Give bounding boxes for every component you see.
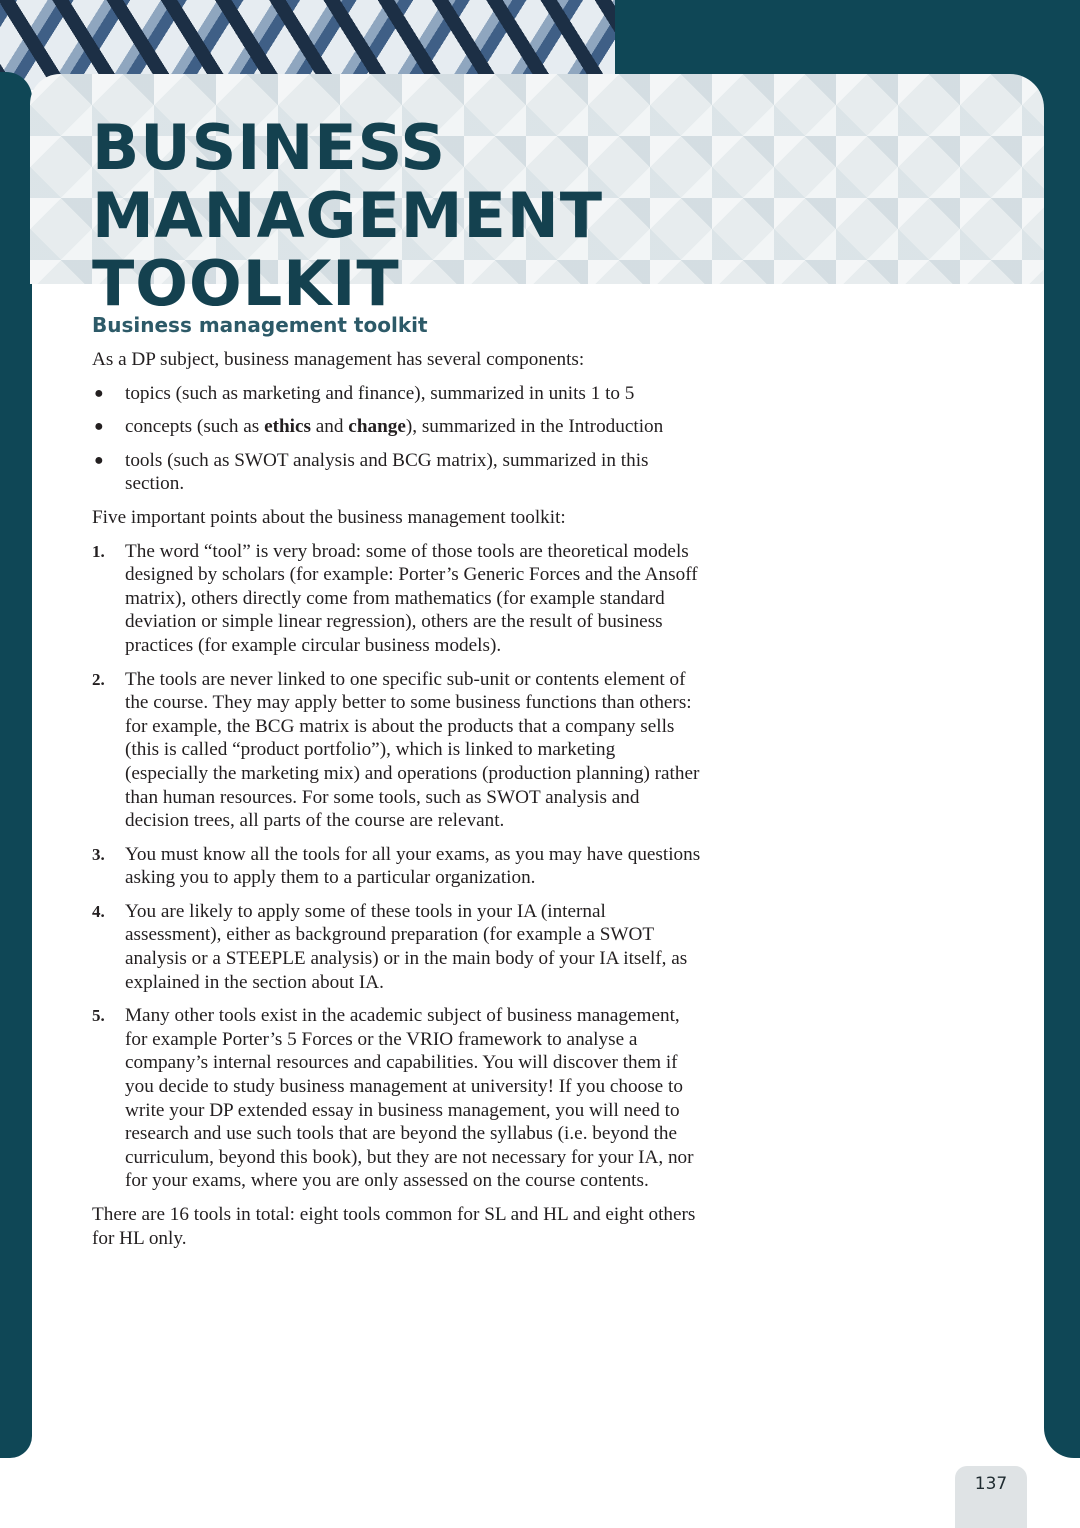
- right-border: [1044, 82, 1080, 1458]
- point-text: The tools are never linked to one specific sub-unit or contents element of the course. They may apply better to some business functions than others: for example, the BCG matrix is about the products that a company sells (this is called “product portfolio”), which is linked to marketing (especially the marketing mix) and operations (production planning) rather than human resources. For some tools, such as SWOT analysis and decision trees, all parts of the course are relevant.: [125, 668, 700, 832]
- point-number: 4.: [92, 901, 105, 921]
- main-content: [92, 312, 702, 1260]
- page-title-line1: BUSINESS MANAGEMENT: [92, 111, 604, 252]
- point-text: You must know all the tools for all your exams, as you may have questions asking you to apply them to a particular organization.: [125, 843, 701, 889]
- list-item: [92, 900, 702, 994]
- page-number-tab: [955, 1466, 1027, 1528]
- page-title-line2: TOOLKIT: [92, 247, 400, 320]
- left-border: [0, 72, 32, 1458]
- concept-change: change: [348, 416, 406, 438]
- list-item: [92, 540, 702, 658]
- list-item: [92, 415, 702, 439]
- component-text-middle: and: [310, 416, 349, 438]
- points-list: [92, 540, 702, 1193]
- list-item: [92, 1004, 702, 1193]
- section-heading: Business management toolkit: [92, 313, 428, 337]
- bullet-icon: ●: [94, 418, 104, 436]
- page-number: 137: [974, 1474, 1008, 1494]
- page-title: [92, 111, 952, 320]
- list-item: [92, 382, 702, 406]
- bullet-icon: ●: [94, 384, 104, 402]
- component-text-before: concepts (such as: [125, 416, 265, 438]
- bullet-icon: ●: [94, 451, 104, 469]
- list-item: [92, 843, 702, 890]
- list-item: [92, 449, 702, 496]
- intro-paragraph: As a DP subject, business management has several components:: [92, 349, 585, 370]
- point-text: The word “tool” is very broad: some of those tools are theoretical models designed by scholars (for example: Porter’s Generic Forces and the Ansoff matrix), others directly come from mathematics (for example standard deviation or simple linear regression), others are the result of business practices (for example circular business models).: [125, 540, 698, 656]
- point-number: 5.: [92, 1006, 105, 1026]
- point-text: You are likely to apply some of these tools in your IA (internal assessment), either as background preparation (for example a SWOT analysis or a STEEPLE analysis) or in the main body of your IA itself, as explained in the section about IA.: [125, 900, 688, 993]
- point-number: 3.: [92, 844, 105, 864]
- concept-ethics: ethics: [264, 416, 311, 438]
- component-text: tools (such as SWOT analysis and BCG matrix), summarized in this section.: [125, 449, 649, 495]
- component-text: topics (such as marketing and finance), summarized in units 1 to 5: [125, 382, 635, 404]
- component-text-after: ), summarized in the Introduction: [405, 416, 664, 438]
- point-text: Many other tools exist in the academic subject of business management, for example Porter’s 5 Forces or the VRIO framework to analyse a company’s internal resources and capabilities. You will discover them if you decide to study business management at university! If you choose to write your DP extended essay in business management, you will need to research and use such tools that are beyond the syllabus (i.e. beyond the curriculum, beyond this book), but they are not necessary for your IA, nor for your exams, where you are only assessed on the course contents.: [125, 1005, 694, 1192]
- points-intro: Five important points about the business management toolkit:: [92, 506, 566, 528]
- list-item: [92, 668, 702, 833]
- components-list: [92, 382, 702, 496]
- point-number: 1.: [92, 541, 105, 561]
- closing-paragraph: There are 16 tools in total: eight tools common for SL and HL and eight others for HL only.: [92, 1204, 696, 1249]
- point-number: 2.: [92, 669, 105, 689]
